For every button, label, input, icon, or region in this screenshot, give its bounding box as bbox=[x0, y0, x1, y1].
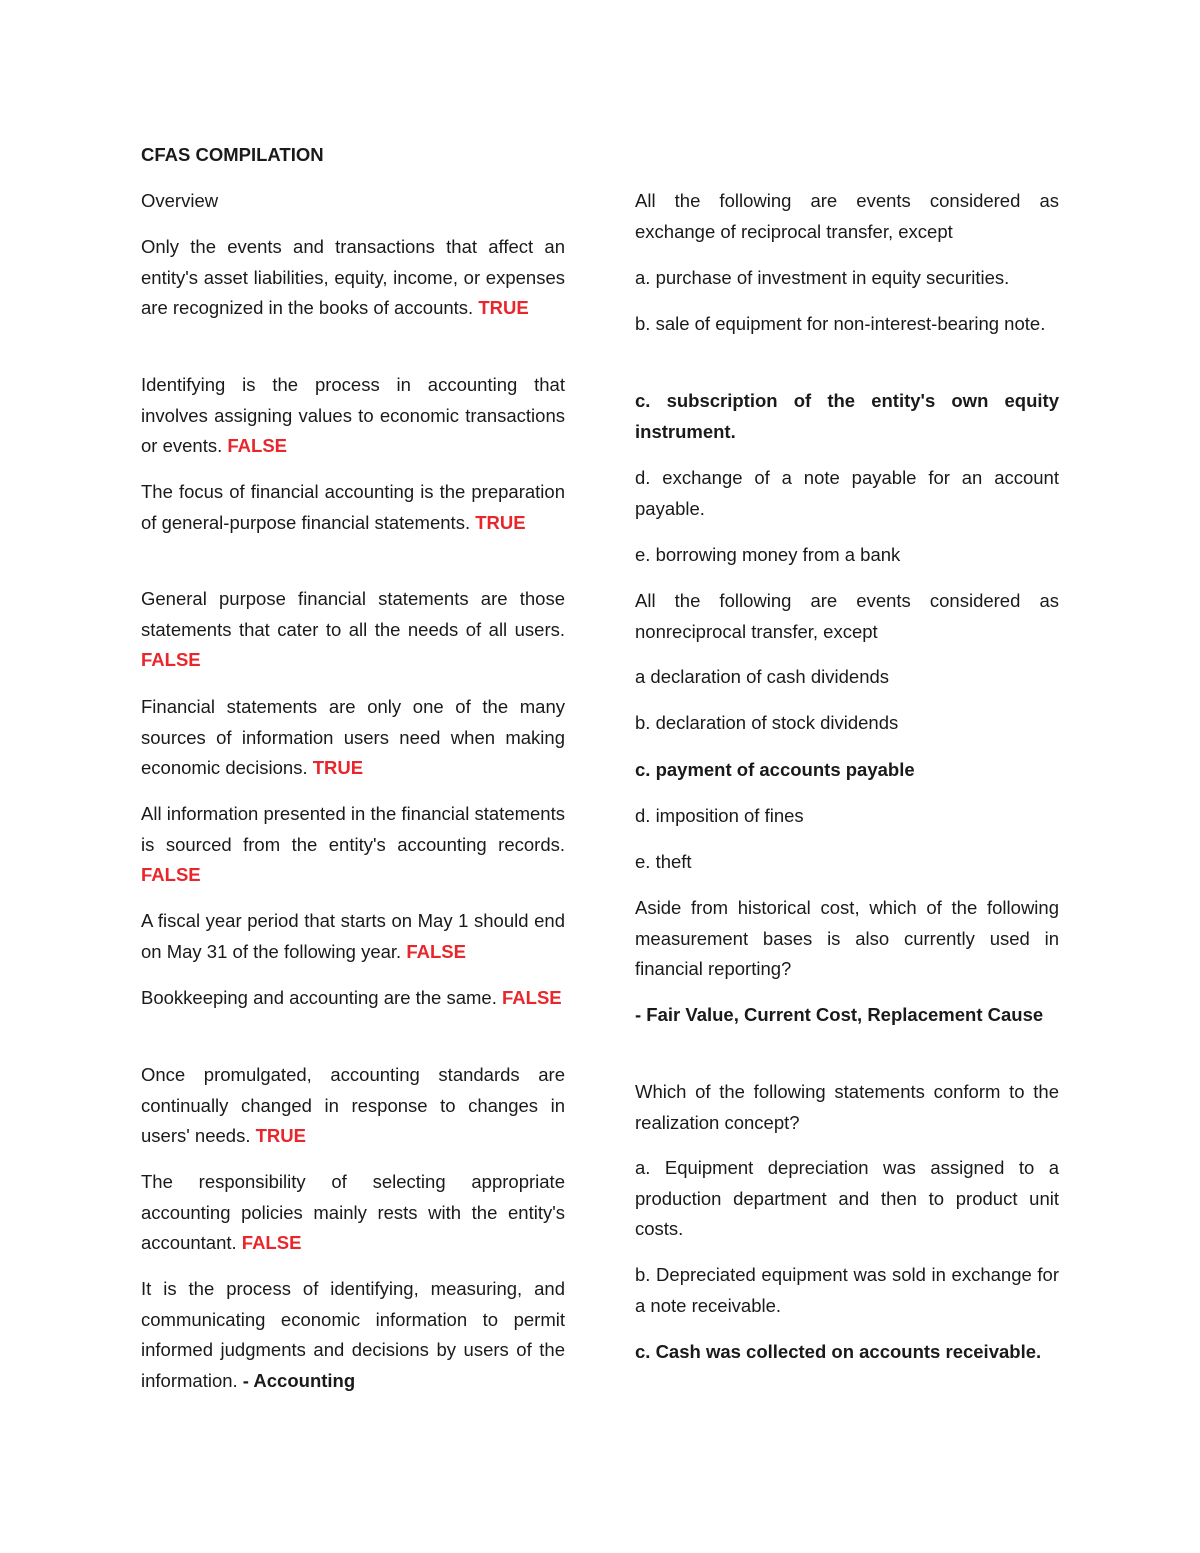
choice-item: e. borrowing money from a bank bbox=[635, 544, 901, 565]
statement-item bbox=[141, 584, 565, 676]
answer-label: FALSE bbox=[141, 649, 201, 670]
statement-text: A fiscal year period that starts on May 1 should end on May 31 of the following year. bbox=[141, 910, 565, 962]
answer-label: FALSE bbox=[141, 864, 201, 885]
statement-item bbox=[141, 906, 565, 967]
statement-text: Financial statements are only one of the many sources of information users need when making economic decisions. bbox=[141, 696, 565, 778]
statement-item bbox=[141, 1274, 565, 1396]
statement-text: Identifying is the process in accounting that involves assigning values to economic transactions or events. bbox=[141, 374, 565, 456]
answer-text: - Fair Value, Current Cost, Replacement Cause bbox=[635, 1004, 1044, 1025]
choice-item: b. sale of equipment for non-interest-bearing note. bbox=[635, 313, 1046, 334]
answer-label: FALSE bbox=[502, 987, 562, 1008]
statement-text: The focus of financial accounting is the preparation of general-purpose financial statements. bbox=[141, 481, 565, 533]
statement-text: Only the events and transactions that affect an entity's asset liabilities, equity, income, or expenses are recognized in the books of accounts. bbox=[141, 236, 565, 318]
statement-item bbox=[141, 983, 562, 1014]
question-text: All the following are events considered as exchange of reciprocal transfer, except bbox=[635, 190, 1059, 242]
choice-item: d. imposition of fines bbox=[635, 805, 804, 826]
correct-choice: c. Cash was collected on accounts receivable. bbox=[635, 1341, 1042, 1362]
answer-label: TRUE bbox=[312, 757, 364, 778]
statement-text: The responsibility of selecting appropriate accounting policies mainly rests with the entity's accountant. bbox=[141, 1171, 565, 1253]
choice-item: a. Equipment depreciation was assigned to a production department and then to product unit costs. bbox=[635, 1157, 1059, 1239]
answer-label: FALSE bbox=[227, 435, 288, 456]
choice-item: a. purchase of investment in equity securities. bbox=[635, 267, 1010, 288]
statement-text: All information presented in the financial statements is sourced from the entity's accounting records. bbox=[141, 803, 565, 855]
correct-choice: c. payment of accounts payable bbox=[635, 759, 915, 780]
answer-label: TRUE bbox=[475, 511, 526, 533]
answer-label: TRUE bbox=[255, 1125, 306, 1146]
statement-item bbox=[141, 1167, 565, 1259]
correct-choice: c. subscription of the entity's own equity instrument. bbox=[635, 390, 1059, 442]
document-title: CFAS COMPILATION bbox=[141, 144, 324, 165]
statement-item bbox=[141, 370, 565, 462]
choice-item: e. theft bbox=[635, 851, 692, 872]
question-text: All the following are events considered as nonreciprocal transfer, except bbox=[635, 590, 1059, 642]
statement-text: Bookkeeping and accounting are the same. bbox=[141, 987, 497, 1008]
question-text: Aside from historical cost, which of the following measurement bases is also currently used in financial reporting? bbox=[635, 897, 1059, 979]
statement-item bbox=[141, 477, 565, 538]
statement-item bbox=[141, 1060, 565, 1152]
choice-item: a declaration of cash dividends bbox=[635, 666, 890, 687]
question-text: Which of the following statements conform to the realization concept? bbox=[635, 1081, 1059, 1133]
statement-item bbox=[141, 232, 565, 324]
statement-text: Once promulgated, accounting standards are continually changed in response to changes in users' needs. bbox=[141, 1064, 565, 1146]
answer-label: FALSE bbox=[241, 1232, 302, 1253]
choice-item: b. declaration of stock dividends bbox=[635, 712, 899, 733]
answer-label: TRUE bbox=[478, 297, 529, 318]
answer-label: FALSE bbox=[406, 940, 466, 962]
statement-item bbox=[141, 799, 565, 891]
statement-item bbox=[141, 692, 565, 784]
statement-text: General purpose financial statements are those statements that cater to all the needs of all users. bbox=[141, 588, 565, 640]
answer-label: - Accounting bbox=[242, 1369, 356, 1391]
choice-item: b. Depreciated equipment was sold in exchange for a note receivable. bbox=[635, 1264, 1059, 1316]
choice-item: d. exchange of a note payable for an account payable. bbox=[635, 467, 1059, 519]
statement-text: It is the process of identifying, measuring, and communicating economic information to permit informed judgments and decisions by users of the information. bbox=[141, 1278, 565, 1391]
section-heading: Overview bbox=[141, 190, 219, 211]
